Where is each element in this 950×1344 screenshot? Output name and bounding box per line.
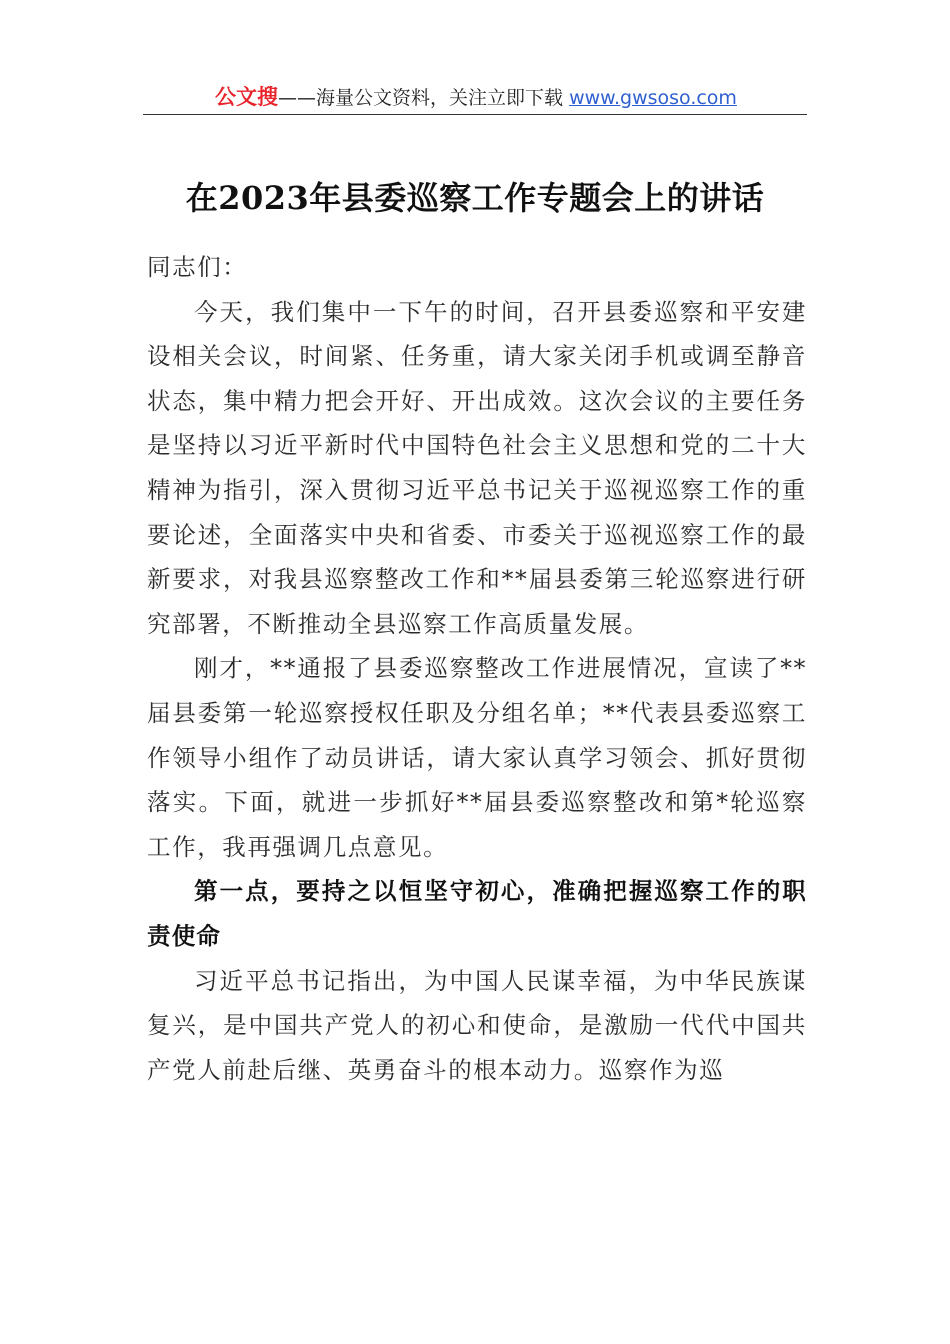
- section-heading: 第一点，要持之以恒坚守初心，准确把握巡察工作的职责使命: [147, 877, 807, 950]
- header-divider: [143, 114, 807, 115]
- document-body: [147, 245, 807, 1092]
- page-header: [146, 82, 806, 113]
- body-paragraph: 习近平总书记指出，为中国人民谋幸福，为中华民族谋复兴，是中国共产党人的初心和使命，是激励一代代中国共产党人前赴后继、英勇奋斗的根本动力。巡察作为巡: [147, 966, 807, 1084]
- document-title: 在2023年县委巡察工作专题会上的讲话: [185, 179, 765, 217]
- brand-name: 公文搜: [215, 85, 279, 109]
- body-paragraph: 刚才，**通报了县委巡察整改工作进展情况，宣读了**届县委第一轮巡察授权任职及分组名单；**代表县委巡察工作领导小组作了动员讲话，请大家认真学习领会、抓好贯彻落实。下面，就进一步抓好**届县委巡察整改和第*轮巡察工作，我再强调几点意见。: [147, 654, 807, 861]
- header-tagline: ——海量公文资料，关注立即下载: [278, 87, 570, 109]
- body-paragraph: 今天，我们集中一下午的时间，召开县委巡察和平安建设相关会议，时间紧、任务重，请大家关闭手机或调至静音状态，集中精力把会开好、开出成效。这次会议的主要任务是坚持以习近平新时代中国特色社会主义思想和党的二十大精神为指引，深入贯彻习近平总书记关于巡视巡察工作的重要论述，全面落实中央和省委、市委关于巡视巡察工作的最新要求，对我县巡察整改工作和**届县委第三轮巡察进行研究部署，不断推动全县巡察工作高质量发展。: [147, 297, 807, 638]
- website-link[interactable]: www.gwsoso.com: [569, 87, 737, 109]
- salutation: 同志们：: [147, 253, 248, 281]
